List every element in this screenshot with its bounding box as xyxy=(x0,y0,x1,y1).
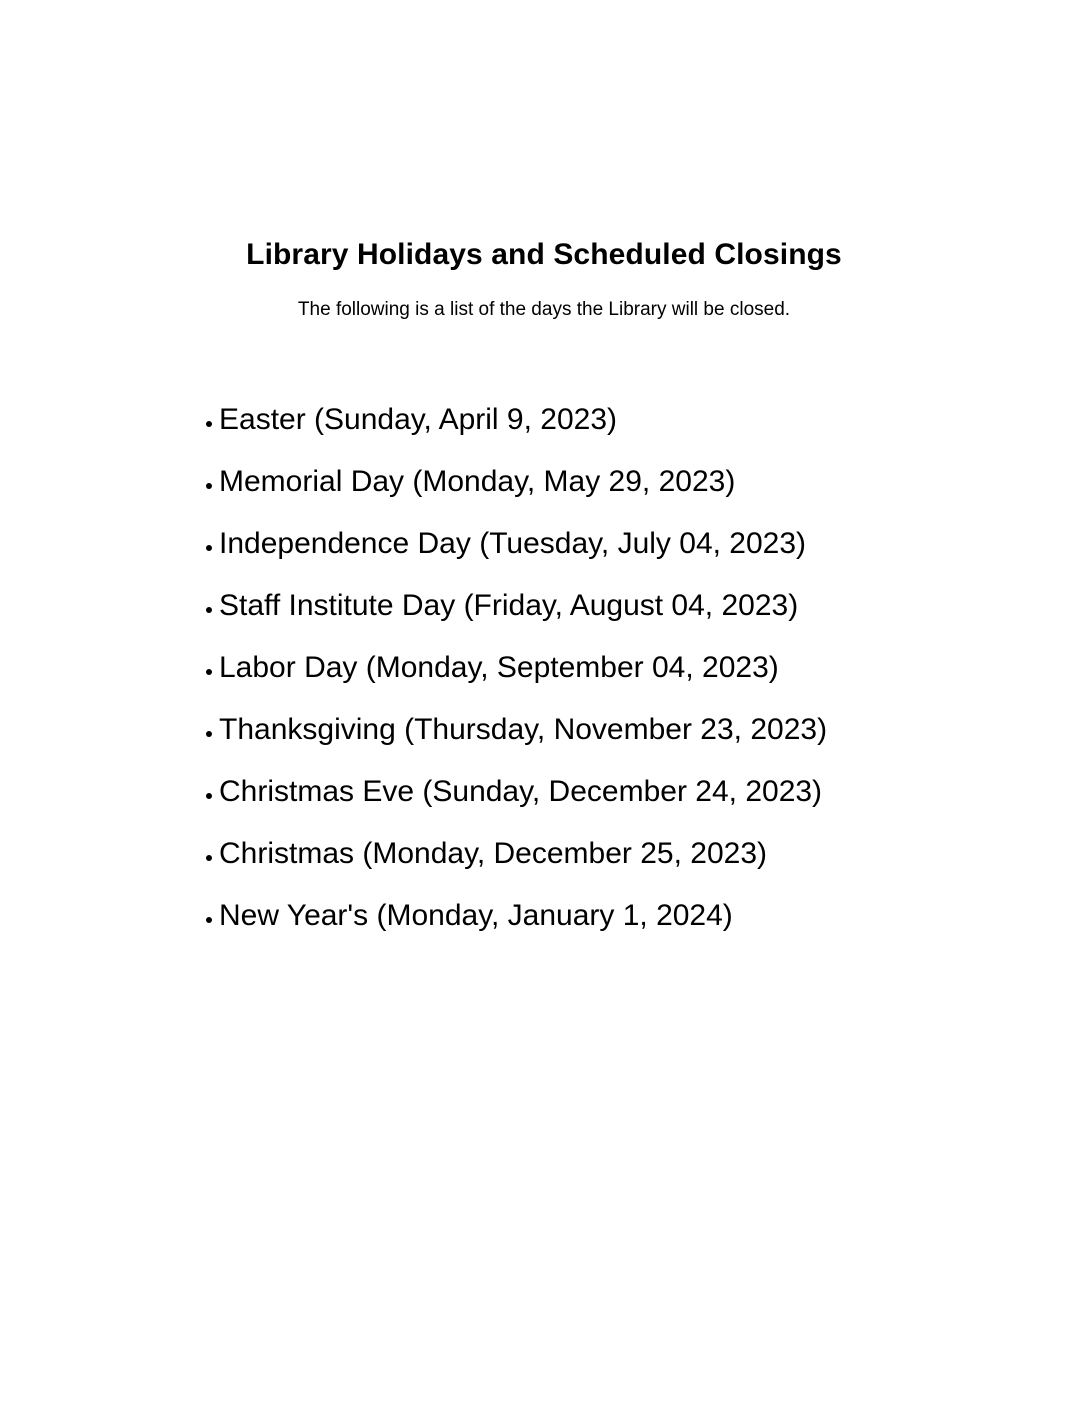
closing-text: Labor Day (Monday, September 04, 2023) xyxy=(219,651,779,684)
closing-text: Christmas (Monday, December 25, 2023) xyxy=(219,837,767,870)
closing-text: Memorial Day (Monday, May 29, 2023) xyxy=(219,465,736,498)
closing-text: Staff Institute Day (Friday, August 04, 2023) xyxy=(219,589,799,622)
bullet-icon xyxy=(206,855,212,861)
list-item xyxy=(206,699,827,761)
list-item xyxy=(206,451,827,513)
closings-list xyxy=(206,389,827,947)
closing-text: Independence Day (Tuesday, July 04, 2023) xyxy=(219,527,807,560)
bullet-icon xyxy=(206,421,212,427)
page-subtitle: The following is a list of the days the Library will be closed. xyxy=(297,299,791,320)
closing-text: Easter (Sunday, April 9, 2023) xyxy=(219,403,617,436)
list-item xyxy=(206,513,827,575)
list-item xyxy=(206,575,827,637)
closing-text: Thanksgiving (Thursday, November 23, 2023) xyxy=(219,713,828,746)
bullet-icon xyxy=(206,917,212,923)
list-item xyxy=(206,823,827,885)
list-item xyxy=(206,389,827,451)
list-item xyxy=(206,761,827,823)
bullet-icon xyxy=(206,793,212,799)
list-item xyxy=(206,885,827,947)
closing-text: Christmas Eve (Sunday, December 24, 2023) xyxy=(219,775,823,808)
bullet-icon xyxy=(206,731,212,737)
bullet-icon xyxy=(206,607,212,613)
bullet-icon xyxy=(206,545,212,551)
list-item xyxy=(206,637,827,699)
closing-text: New Year's (Monday, January 1, 2024) xyxy=(219,899,733,932)
page-title: Library Holidays and Scheduled Closings xyxy=(246,238,842,271)
bullet-icon xyxy=(206,669,212,675)
bullet-icon xyxy=(206,483,212,489)
